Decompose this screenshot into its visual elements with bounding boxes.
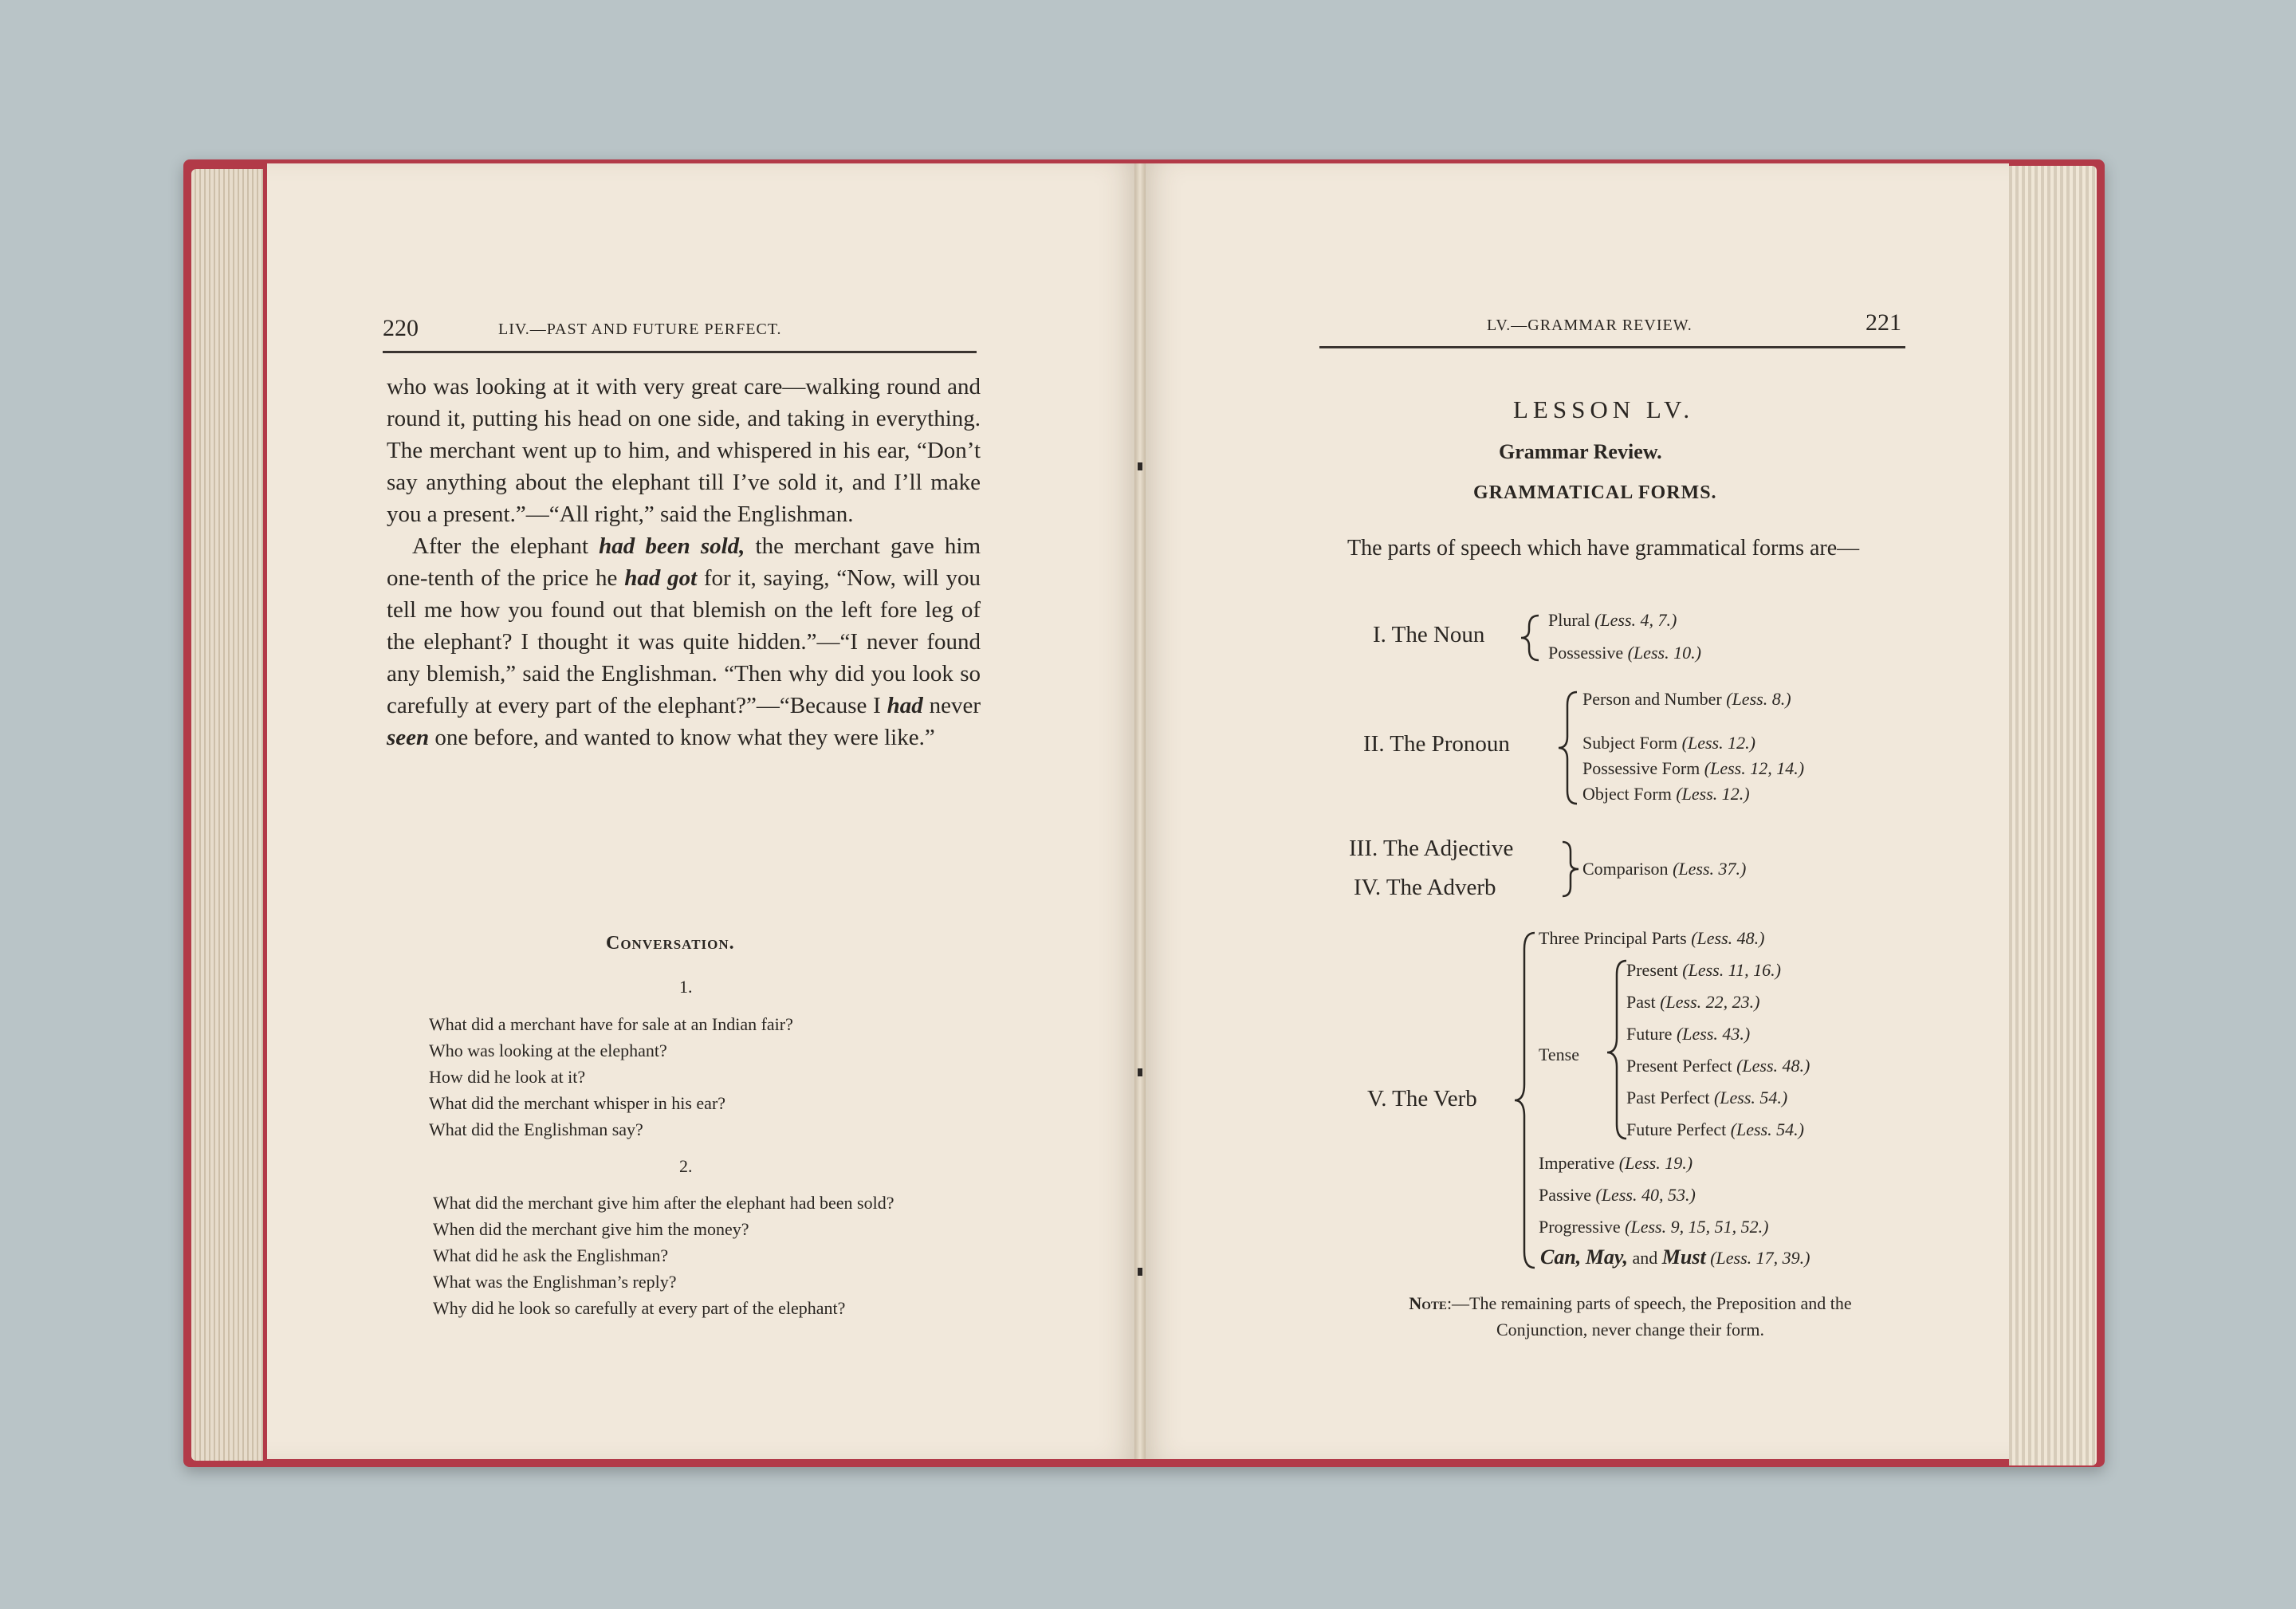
text-run: the merchant gave him one-tenth of the price he bbox=[387, 533, 981, 591]
emphasis: had bbox=[887, 693, 923, 718]
form-name: Present Perfect bbox=[1626, 1056, 1732, 1076]
form-name: Past Perfect bbox=[1626, 1088, 1710, 1107]
text-run: one before, and wanted to know what they were like.” bbox=[429, 725, 935, 750]
tense-form bbox=[1626, 1056, 1810, 1076]
question-item: What did the merchant whisper in his ear? bbox=[429, 1093, 726, 1113]
lesson-subtitle: Grammar Review. bbox=[1499, 440, 1662, 463]
lesson-ref: (Less. 4, 7.) bbox=[1594, 610, 1677, 630]
form-name: and bbox=[1632, 1248, 1658, 1268]
form-name: Present bbox=[1626, 960, 1678, 980]
lesson-ref: (Less. 40, 53.) bbox=[1595, 1185, 1696, 1205]
right-page-number: 221 bbox=[1866, 309, 1901, 336]
form-name: Past bbox=[1626, 992, 1656, 1012]
intro-text: The parts of speech which have grammatical forms are— bbox=[1347, 536, 1860, 561]
binding-stitch bbox=[1138, 462, 1142, 470]
pronoun-form bbox=[1582, 733, 1755, 753]
tense-form bbox=[1626, 1119, 1804, 1140]
section-2-number: 2. bbox=[679, 1156, 693, 1176]
lesson-ref: (Less. 48.) bbox=[1736, 1056, 1810, 1076]
modal-word: May, bbox=[1585, 1245, 1629, 1269]
question-item: Who was looking at the elephant? bbox=[429, 1041, 667, 1060]
emphasis: seen bbox=[387, 725, 430, 750]
text-run: After the elephant bbox=[412, 533, 600, 559]
form-name: Person and Number bbox=[1582, 689, 1722, 709]
conversation-heading: Conversation. bbox=[606, 933, 735, 954]
question-item: What did a merchant have for sale at an Indian fair? bbox=[429, 1014, 793, 1034]
lesson-ref: (Less. 9, 15, 51, 52.) bbox=[1625, 1217, 1769, 1237]
verb-label: V. The Verb bbox=[1367, 1086, 1477, 1111]
question-item: Why did he look so carefully at every part of the elephant? bbox=[433, 1298, 846, 1318]
lesson-title: LESSON LV. bbox=[1513, 395, 1695, 423]
text-run: for it, saying, “Now, will you tell me how you found out that blemish on the left fore leg of the elephant? I thought it was quite hidden.”—“I never found any blemish,” said the Englishman. “Then why did you look so carefully at every part of the elephant?”—“Because I bbox=[387, 565, 981, 718]
lesson-ref: (Less. 48.) bbox=[1691, 928, 1765, 948]
emphasis: had been sold, bbox=[599, 533, 745, 559]
note-label: Note bbox=[1409, 1293, 1447, 1313]
question-item: What did the merchant give him after the elephant had been sold? bbox=[433, 1193, 894, 1213]
left-page-number: 220 bbox=[383, 315, 419, 341]
text-run: never bbox=[922, 693, 981, 718]
form-name: Subject Form bbox=[1582, 733, 1678, 753]
lesson-ref: (Less. 22, 23.) bbox=[1660, 992, 1760, 1012]
lesson-ref: (Less. 8.) bbox=[1726, 689, 1791, 709]
form-name: Three Principal Parts bbox=[1539, 928, 1687, 948]
question-item: How did he look at it? bbox=[429, 1067, 586, 1087]
left-running-head: LIV.—PAST AND FUTURE PERFECT. bbox=[498, 321, 782, 338]
modal-word: Must bbox=[1661, 1245, 1706, 1269]
tense-label: Tense bbox=[1539, 1044, 1579, 1064]
noun-form bbox=[1548, 643, 1701, 663]
section-1-number: 1. bbox=[679, 977, 693, 997]
form-name: Possessive Form bbox=[1582, 758, 1700, 778]
form-name: Plural bbox=[1548, 610, 1590, 630]
pronoun-form bbox=[1582, 758, 1804, 779]
lesson-ref: (Less. 19.) bbox=[1618, 1153, 1693, 1173]
paragraph-1: who was looking at it with very great care—walking round and round it, putting his head on one side, and taking in everything. The merchant went up to him, and whispered in his ear, “Don’t say anything about the elephant till I’ve sold it, and I’ll make you a present.”—“All right,” said the Englishman. bbox=[387, 374, 981, 527]
book-gutter bbox=[1134, 163, 1146, 1459]
verb-form bbox=[1539, 1153, 1693, 1174]
left-header-rule bbox=[383, 351, 977, 353]
question-item: What did the Englishman say? bbox=[429, 1119, 643, 1139]
right-running-head: LV.—GRAMMAR REVIEW. bbox=[1487, 317, 1693, 334]
lesson-ref: (Less. 37.) bbox=[1673, 859, 1747, 879]
note bbox=[1371, 1290, 1889, 1343]
tense-form bbox=[1626, 992, 1759, 1013]
left-body-text bbox=[387, 371, 981, 753]
adverb-label: IV. The Adverb bbox=[1354, 875, 1496, 900]
tense-form bbox=[1626, 960, 1781, 981]
section-1-questions bbox=[429, 1011, 1003, 1143]
binding-stitch bbox=[1138, 1068, 1142, 1076]
emphasis: had got bbox=[624, 565, 698, 591]
adjective-label: III. The Adjective bbox=[1349, 836, 1514, 861]
pronoun-label: II. The Pronoun bbox=[1363, 731, 1510, 757]
verb-form bbox=[1539, 928, 1765, 949]
verb-form-modals bbox=[1540, 1245, 1810, 1269]
tense-form bbox=[1626, 1024, 1750, 1044]
section-2-questions bbox=[433, 1190, 991, 1321]
comparison-form bbox=[1582, 859, 1746, 879]
modal-word: Can, bbox=[1540, 1245, 1582, 1269]
question-item: What did he ask the Englishman? bbox=[433, 1245, 669, 1265]
question-item: When did the merchant give him the money? bbox=[433, 1219, 749, 1239]
verb-form bbox=[1539, 1217, 1768, 1237]
noun-form bbox=[1548, 610, 1677, 631]
pronoun-form bbox=[1582, 689, 1791, 710]
question-item: What was the Englishman’s reply? bbox=[433, 1272, 677, 1292]
form-name: Future bbox=[1626, 1024, 1673, 1044]
pronoun-form bbox=[1582, 784, 1750, 804]
binding-stitch bbox=[1138, 1268, 1142, 1276]
lesson-ref: (Less. 12.) bbox=[1676, 784, 1750, 804]
noun-label: I. The Noun bbox=[1373, 622, 1485, 647]
form-name: Future Perfect bbox=[1626, 1119, 1727, 1139]
form-name: Comparison bbox=[1582, 859, 1669, 879]
verb-form bbox=[1539, 1185, 1696, 1206]
forms-heading: GRAMMATICAL FORMS. bbox=[1473, 482, 1717, 503]
lesson-ref: (Less. 10.) bbox=[1627, 643, 1701, 663]
lesson-ref: (Less. 12, 14.) bbox=[1704, 758, 1805, 778]
form-name: Possessive bbox=[1548, 643, 1624, 663]
right-header-rule bbox=[1319, 346, 1905, 348]
lesson-ref: (Less. 54.) bbox=[1730, 1119, 1805, 1139]
tense-form bbox=[1626, 1088, 1787, 1108]
form-name: Object Form bbox=[1582, 784, 1672, 804]
form-name: Passive bbox=[1539, 1185, 1591, 1205]
lesson-ref: (Less. 54.) bbox=[1713, 1088, 1788, 1107]
lesson-ref: (Less. 12.) bbox=[1681, 733, 1755, 753]
lesson-ref: (Less. 11, 16.) bbox=[1682, 960, 1781, 980]
page-edges-right bbox=[2009, 166, 2097, 1465]
form-name: Progressive bbox=[1539, 1217, 1621, 1237]
paragraph-2 bbox=[387, 530, 981, 753]
page-edges-left bbox=[191, 169, 263, 1461]
lesson-ref: (Less. 17, 39.) bbox=[1710, 1248, 1810, 1268]
lesson-ref: (Less. 43.) bbox=[1676, 1024, 1751, 1044]
note-text: :—The remaining parts of speech, the Preposition and the Conjunction, never change their form. bbox=[1446, 1293, 1852, 1340]
form-name: Imperative bbox=[1539, 1153, 1615, 1173]
